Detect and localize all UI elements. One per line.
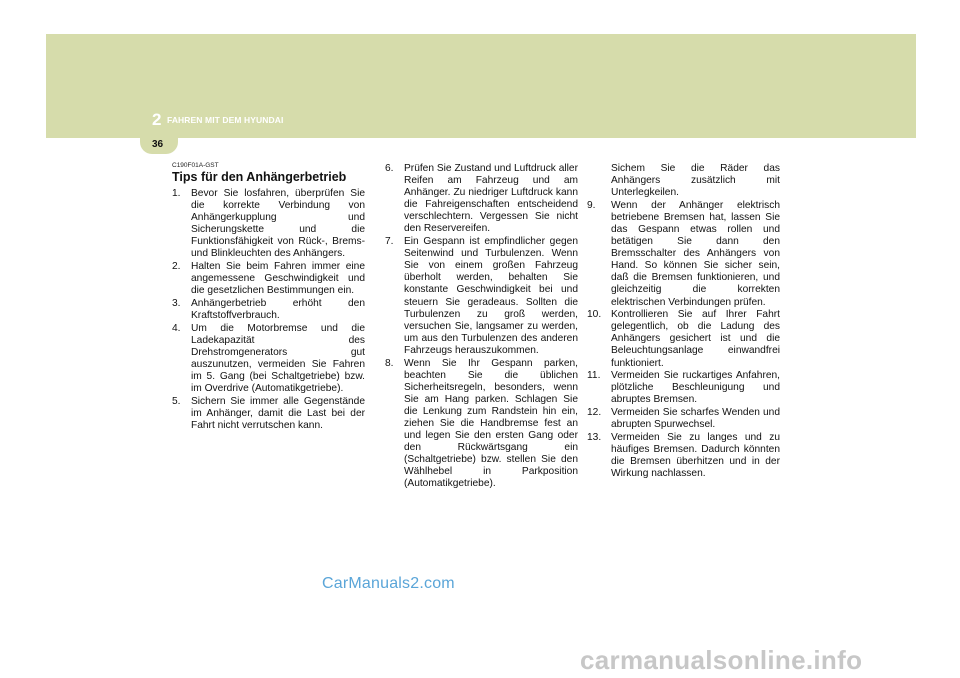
section-title: Tips für den Anhängerbetrieb [172, 170, 347, 184]
item-text: Wenn Sie Ihr Gespann parken, beachten Sie die üblichen Sicherheitsregeln, besonders, wenn Sie am Hang parken. Schlagen Sie die Lenkung zum Randstein hin ein, ziehen Sie die Handbremse fest an und legen Sie den ersten Gang oder den Rückwärtsgang ein (Schaltgetriebe) bzw. stellen Sie den Wählhebel in Parkposition (Automatikgetriebe). [404, 357, 578, 490]
item-text: Wenn der Anhänger elektrisch betriebene Bremsen hat, lassen Sie das Gespann etwas rollen und betätigen Sie dann den Bremsschalter des Anhängers von Hand. So können Sie sicher sein, daß die Bremsen funktionieren, und gleichzeitig die korrekten elektrischen Verbindungen prüfen. [611, 199, 780, 308]
item-text: Anhängerbetrieb erhöht den Kraftstoffverbrauch. [191, 297, 365, 321]
page-number: 36 [152, 139, 164, 150]
item-number: 5. [172, 395, 181, 407]
column-1 [172, 162, 365, 432]
list-item [385, 163, 578, 236]
tips-list-3 [587, 163, 780, 480]
watermark-carmanuals2[interactable]: CarManuals2.com [322, 575, 455, 592]
item-text: Kontrollieren Sie auf Ihrer Fahrt gelegentlich, ob die Ladung des Anhängers gesichert ist und die Beleuchtungsanlage einwandfrei funktioniert. [611, 309, 780, 369]
list-item [587, 200, 780, 309]
section-ref-code: C190F01A-GST [172, 162, 219, 169]
item-number: 7. [385, 236, 394, 248]
item-text: Halten Sie beim Fahren immer eine angemessene Geschwindigkeit und die gesetzlichen Bestimmungen ein. [191, 261, 365, 297]
item-number: 1. [172, 188, 181, 199]
item-text: Prüfen Sie Zustand und Luftdruck aller Reifen am Fahrzeug und am Anhänger. Zu niedriger Luftdruck kann die Fahreigenschaften entscheidend verschlechtern. Vergessen Sie nicht den Reservereifen. [404, 163, 578, 235]
item-number: 11. [587, 370, 601, 382]
item-number: 8. [385, 357, 394, 369]
item-text: Um die Motorbremse und die Ladekapazität des Drehstromgenerators gut auszunutzen, vermeiden Sie Fahren im 5. Gang (bei Schaltgetriebe) bzw. im Overdrive (Automatikgetriebe). [191, 322, 365, 394]
list-item [385, 358, 578, 491]
item-number: 10. [587, 309, 602, 321]
item-number: 13. [587, 431, 602, 443]
item-text: Vermeiden Sie ruckartiges Anfahren, plötzliche Beschleunigung und abruptes Bremsen. [611, 370, 780, 406]
item-text: Sichem Sie die Räder das Anhängers zusätzlich mit Unterlegkeilen. [611, 163, 780, 199]
column-2 [385, 163, 578, 491]
item-number: 9. [587, 199, 596, 211]
chapter-title: FAHREN MIT DEM HYUNDAI [167, 115, 284, 125]
list-item [587, 407, 780, 431]
item-number: 6. [385, 163, 394, 174]
item-text: Vermeiden Sie scharfes Wenden und abrupten Spurwechsel. [611, 406, 780, 430]
tips-list-1 [172, 188, 365, 432]
tips-list-2 [385, 163, 578, 491]
item-number: 3. [172, 297, 181, 309]
item-text: Vermeiden Sie zu langes und zu häufiges Bremsen. Dadurch könnten die Bremsen überhitzen und in der Wirkung nachlassen. [611, 431, 780, 479]
list-item [172, 323, 365, 396]
item-number: 4. [172, 322, 181, 334]
column-3 [587, 163, 780, 480]
list-item-continued [587, 163, 780, 199]
watermark-carmanualsonline[interactable]: carmanualsonline.info [580, 645, 863, 675]
list-item [172, 396, 365, 432]
list-item [587, 432, 780, 480]
list-item [385, 236, 578, 357]
chapter-number: 2 [152, 110, 162, 129]
item-text: Sichern Sie immer alle Gegenstände im Anhänger, damit die Last bei der Fahrt nicht verrutschen kann. [191, 395, 365, 431]
item-number: 2. [172, 261, 181, 273]
item-number: 12. [587, 406, 602, 418]
list-item [172, 298, 365, 322]
list-item [587, 370, 780, 406]
list-item [172, 261, 365, 297]
item-text: Bevor Sie losfahren, überprüfen Sie die korrekte Verbindung von Anhängerkupplung und Sicherungskette und die Funktionsfähigkeit von Rück-, Brems- und Blinkleuchten des Anhängers. [191, 188, 365, 260]
item-text: Ein Gespann ist empfindlicher gegen Seitenwind und Turbulenzen. Wenn Sie von einem großen Fahrzeug überholt werden, behalten Sie konstante Geschwindigkeit bei und steuern Sie geradeaus. Sollten die Turbulenzen zu groß werden, versuchen Sie, langsamer zu werden, um aus den Turbulenzen des anderen Fahrzeugs herauszukommen. [404, 236, 578, 356]
list-item [172, 188, 365, 261]
list-item [587, 309, 780, 369]
